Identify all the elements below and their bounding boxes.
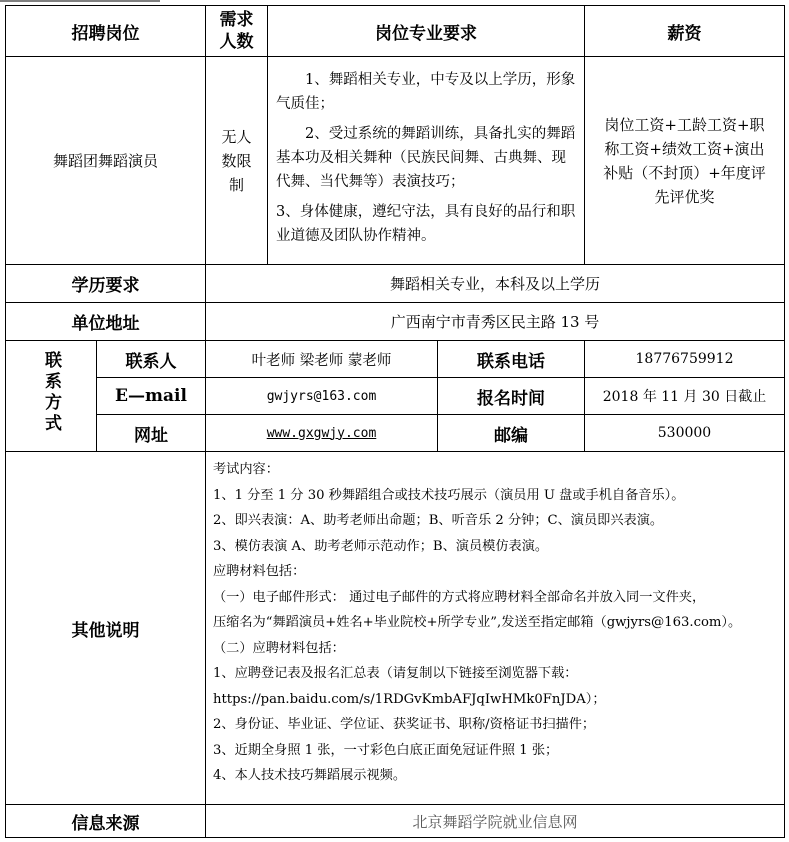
header-requirements: 岗位专业要求 xyxy=(268,6,585,57)
contact-website-label: 网址 xyxy=(97,415,206,452)
notes-label: 其他说明 xyxy=(6,452,206,805)
contact-deadline-label: 报名时间 xyxy=(438,378,585,415)
header-salary: 薪资 xyxy=(585,6,785,57)
recruitment-table xyxy=(5,5,785,838)
job-title: 舞蹈团舞蹈演员 xyxy=(6,57,206,265)
job-count: 无人数限制 xyxy=(206,57,268,265)
header-row xyxy=(6,6,785,57)
notes-line: 3、近期全身照 1 张，一寸彩色白底正面免冠证件照 1 张； xyxy=(213,742,559,758)
requirement-item: 2、受过系统的舞蹈训练，具备扎实的舞蹈基本功及相关舞种（民族民间舞、古典舞、现代舞、当代舞等）表演技巧； xyxy=(276,125,576,190)
notes-line: 压缩名为“舞蹈演员+姓名+毕业院校+所学专业”,发送至指定邮箱（gwjyrs@163.com）。 xyxy=(213,615,742,630)
contact-website-link[interactable]: www.gxgwjy.com xyxy=(266,425,377,441)
contact-phone-label: 联系电话 xyxy=(438,341,585,378)
contact-label-cell xyxy=(6,341,97,452)
contact-person-value: 叶老师 梁老师 蒙老师 xyxy=(206,341,438,378)
contact-email-label: E—mail xyxy=(97,378,206,415)
address-value: 广西南宁市青秀区民主路 13 号 xyxy=(206,303,785,341)
contact-email-value[interactable]: gwjyrs@163.com xyxy=(206,378,438,415)
header-count: 需求人数 xyxy=(206,6,268,57)
notes-line: 2、即兴表演：A、助考老师出命题；B、听音乐 2 分钟；C、演员即兴表演。 xyxy=(213,513,664,528)
contact-website-cell xyxy=(206,415,438,452)
notes-line: 2、身份证、毕业证、学位证、获奖证书、职称/资格证书扫描件； xyxy=(213,717,596,732)
address-label: 单位地址 xyxy=(6,303,206,341)
notes-content xyxy=(206,452,785,805)
source-value: 北京舞蹈学院就业信息网 xyxy=(206,805,785,838)
requirement-item: 1、舞蹈相关专业，中专及以上学历，形象气质佳； xyxy=(276,71,576,112)
contact-person-label: 联系人 xyxy=(97,341,206,378)
notes-row xyxy=(6,452,785,805)
contact-row-1 xyxy=(6,341,785,378)
notes-line: 考试内容： xyxy=(213,462,279,477)
contact-zip-label: 邮编 xyxy=(438,415,585,452)
contact-phone-value: 18776759912 xyxy=(585,341,785,378)
contact-label: 联系方式 xyxy=(41,350,61,435)
notes-download-link[interactable]: https://pan.baidu.com/s/1RDGvKmbAFJqIwHMk0FnJDA）； xyxy=(213,691,606,707)
notes-line: （一）电子邮件形式： 通过电子邮件的方式将应聘材料全部命名并放入同一文件夹， xyxy=(213,589,706,605)
contact-row-2 xyxy=(6,378,785,415)
job-row xyxy=(6,57,785,265)
notes-line: 1、1 分至 1 分 30 秒舞蹈组合或技术技巧展示（演员用 U 盘或手机自备音乐）。 xyxy=(213,487,685,503)
contact-zip-value: 530000 xyxy=(585,415,785,452)
top-border-fragment xyxy=(0,0,789,2)
education-label: 学历要求 xyxy=(6,265,206,303)
job-salary: 岗位工资+工龄工资+职称工资+绩效工资+演出补贴（不封顶）+年度评先评优奖 xyxy=(585,57,785,265)
header-position: 招聘岗位 xyxy=(6,6,206,57)
job-requirements xyxy=(268,57,585,265)
notes-line: 3、模仿表演 A、助考老师示范动作；B、演员模仿表演。 xyxy=(213,538,549,554)
contact-row-3 xyxy=(6,415,785,452)
address-row xyxy=(6,303,785,341)
notes-line: （二）应聘材料包括： xyxy=(213,640,345,656)
source-row xyxy=(6,805,785,838)
source-label: 信息来源 xyxy=(6,805,206,838)
education-value: 舞蹈相关专业，本科及以上学历 xyxy=(206,265,785,303)
contact-deadline-value: 2018 年 11 月 30 日截止 xyxy=(585,378,785,415)
requirement-item: 3、身体健康，遵纪守法，具有良好的品行和职业道德及团队协作精神。 xyxy=(276,203,576,244)
education-row xyxy=(6,265,785,303)
notes-line: 4、本人技术技巧舞蹈展示视频。 xyxy=(213,768,407,783)
notes-line: 应聘材料包括： xyxy=(213,564,306,579)
notes-line: 1、应聘登记表及报名汇总表（请复制以下链接至浏览器下载： xyxy=(213,666,578,681)
